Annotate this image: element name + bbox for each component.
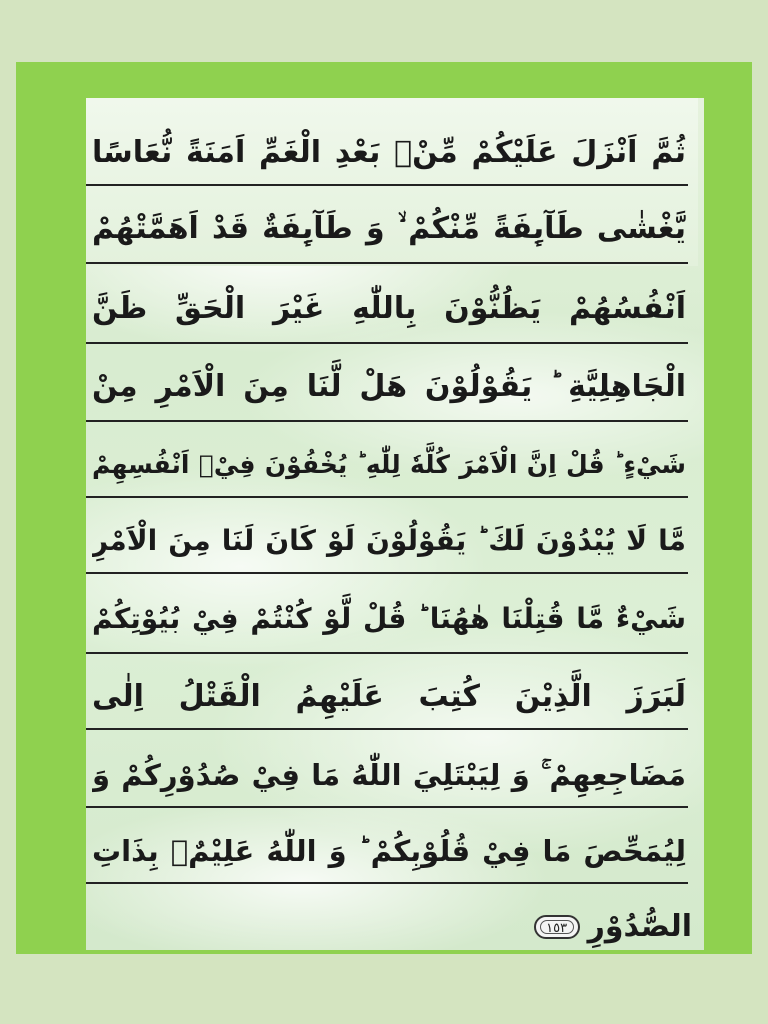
verse-line-9: مَضَاجِعِهِمْ ۚ وَ لِيَبْتَلِيَ اللّٰهُ مَا فِيْ صُدُوْرِكُمْ وَ [92,758,686,792]
verse-final-line [534,902,692,952]
verse-line-4: الْجَاهِلِيَّةِ ؕ يَقُوْلُوْنَ هَلْ لَّنَا مِنَ الْاَمْرِ مِنْ [92,369,686,404]
line-rule [86,572,688,574]
verse-line-7: شَيْءٌ مَّا قُتِلْنَا هٰهُنَا ؕ قُلْ لَّوْ كُنْتُمْ فِيْ بُيُوْتِكُمْ [92,602,686,635]
verse-lines [86,98,704,950]
verse-line-2: يَّغْشٰى طَآىِٕفَةً مِّنْكُمْ ۙ وَ طَآىِٕفَةٌ قَدْ اَهَمَّتْهُمْ [92,211,686,246]
ayah-number-marker: ١٥٣ [534,915,580,939]
green-frame [16,62,752,954]
line-rule [86,728,688,730]
verse-line-3: اَنْفُسُهُمْ يَظُنُّوْنَ بِاللّٰهِ غَيْرَ الْحَقِّ ظَنَّ [92,291,686,326]
line-rule [86,342,688,344]
line-rule [86,496,688,498]
line-rule [86,420,688,422]
verse-line-5: شَيْءٍ ؕ قُلْ اِنَّ الْاَمْرَ كُلَّهٗ لِلّٰهِ ؕ يُخْفُوْنَ فِيْۤ اَنْفُسِهِمْ [92,450,686,479]
line-rule [86,652,688,654]
verse-final-word: الصُّدُوْرِ [587,909,692,944]
verse-line-6: مَّا لَا يُبْدُوْنَ لَكَ ؕ يَقُوْلُوْنَ لَوْ كَانَ لَنَا مِنَ الْاَمْرِ [92,524,686,557]
line-rule [86,184,688,186]
verse-line-1: ثُمَّ اَنْزَلَ عَلَيْكُمْ مِّنْۢ بَعْدِ الْغَمِّ اَمَنَةً نُّعَاسًا [92,135,686,170]
verse-line-8: لَبَرَزَ الَّذِيْنَ كُتِبَ عَلَيْهِمُ الْقَتْلُ اِلٰى [92,679,686,714]
verse-panel [86,98,704,950]
line-rule [86,882,688,884]
line-rule [86,806,688,808]
line-rule [86,262,688,264]
verse-line-10: لِيُمَحِّصَ مَا فِيْ قُلُوْبِكُمْ ؕ وَ اللّٰهُ عَلِيْمٌۢ بِذَاتِ [92,834,686,868]
